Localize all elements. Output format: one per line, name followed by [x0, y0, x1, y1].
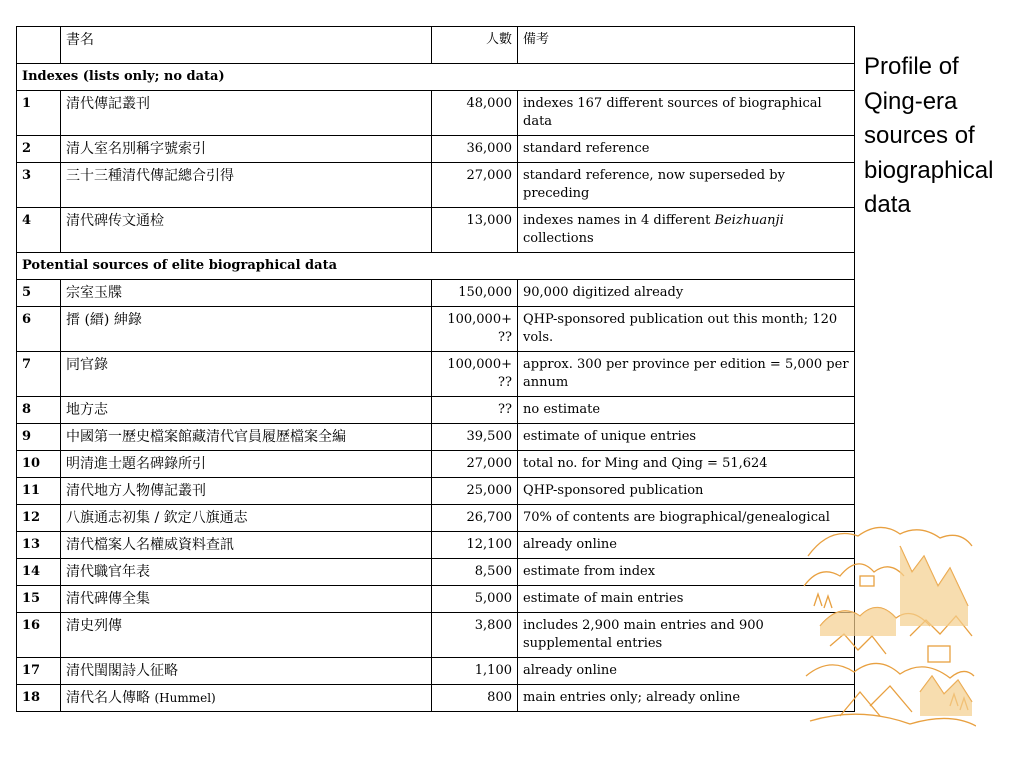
row-number: 15 [17, 586, 61, 613]
table-row [17, 658, 855, 685]
table-row [17, 478, 855, 505]
table-row [17, 352, 855, 397]
table-header-row [17, 27, 855, 64]
row-number: 12 [17, 505, 61, 532]
header-title: 書名 [61, 27, 432, 64]
row-count: 25,000 [432, 478, 518, 505]
row-title-text: 地方志 [66, 402, 108, 418]
row-title [61, 505, 432, 532]
table-row [17, 685, 855, 712]
row-count: 27,000 [432, 451, 518, 478]
row-number: 4 [17, 208, 61, 253]
row-count: 100,000+ ?? [432, 352, 518, 397]
row-count: 8,500 [432, 559, 518, 586]
row-title-text: 清代閨閣詩人征略 [66, 663, 178, 679]
table-row [17, 451, 855, 478]
row-title [61, 307, 432, 352]
row-note: approx. 300 per province per edition = 5,000 per annum [518, 352, 855, 397]
row-number: 13 [17, 532, 61, 559]
row-count: 26,700 [432, 505, 518, 532]
row-title [61, 163, 432, 208]
row-note-italic: Beizhuanji [714, 213, 784, 228]
row-title [61, 91, 432, 136]
row-count: 150,000 [432, 280, 518, 307]
section-label: Indexes (lists only; no data) [17, 64, 855, 91]
row-number: 7 [17, 352, 61, 397]
table-row [17, 280, 855, 307]
row-title [61, 532, 432, 559]
row-note-pre: indexes names in 4 different [523, 213, 715, 228]
row-title-text: 清人室名別稱字號索引 [66, 141, 206, 157]
row-note [518, 208, 855, 253]
table-row [17, 397, 855, 424]
row-number: 8 [17, 397, 61, 424]
row-note: estimate from index [518, 559, 855, 586]
row-note: QHP-sponsored publication out this month; 120 vols. [518, 307, 855, 352]
row-note: estimate of unique entries [518, 424, 855, 451]
row-number: 1 [17, 91, 61, 136]
row-title-text: 八旗通志初集 / 欽定八旗通志 [66, 510, 248, 526]
table-row [17, 208, 855, 253]
row-count: 12,100 [432, 532, 518, 559]
row-title-text: 清史列傳 [66, 618, 122, 634]
row-count: 48,000 [432, 91, 518, 136]
row-title [61, 658, 432, 685]
row-note: already online [518, 658, 855, 685]
row-title-text: 清代職官年表 [66, 564, 150, 580]
row-title-text: 清代檔案人名權威資料查訊 [66, 537, 234, 553]
row-count: 3,800 [432, 613, 518, 658]
header-count: 人數 [432, 27, 518, 64]
row-title-text: 清代地方人物傳記叢刊 [66, 483, 206, 499]
row-note: total no. for Ming and Qing = 51,624 [518, 451, 855, 478]
row-note: includes 2,900 main entries and 900 supplemental entries [518, 613, 855, 658]
row-number: 5 [17, 280, 61, 307]
row-note-post: collections [523, 231, 594, 246]
row-title-text: 同官錄 [66, 357, 108, 373]
row-title [61, 352, 432, 397]
row-note: main entries only; already online [518, 685, 855, 712]
row-count: 13,000 [432, 208, 518, 253]
landscape-illustration [800, 516, 976, 734]
row-note: no estimate [518, 397, 855, 424]
row-note: already online [518, 532, 855, 559]
row-title [61, 424, 432, 451]
table-row [17, 424, 855, 451]
header-note: 備考 [518, 27, 855, 64]
row-title-text: 清代名人傳略 [66, 690, 150, 706]
row-title [61, 136, 432, 163]
row-count: 27,000 [432, 163, 518, 208]
row-title-text: 宗室玉牒 [66, 285, 122, 301]
row-number: 11 [17, 478, 61, 505]
row-note: 70% of contents are biographical/genealogical [518, 505, 855, 532]
row-number: 14 [17, 559, 61, 586]
row-number: 18 [17, 685, 61, 712]
row-title-text: 中國第一歷史檔案館藏清代官員履歷檔案全編 [66, 429, 346, 445]
row-note: indexes 167 different sources of biographical data [518, 91, 855, 136]
row-title-text: 明清進士題名碑錄所引 [66, 456, 206, 472]
row-note: standard reference [518, 136, 855, 163]
row-note: standard reference, now superseded by preceding [518, 163, 855, 208]
table-row [17, 613, 855, 658]
row-count: ?? [432, 397, 518, 424]
row-title [61, 559, 432, 586]
slide-title: Profile of Qing-era sources of biographical data [864, 53, 994, 218]
row-title [61, 685, 432, 712]
row-title [61, 613, 432, 658]
row-note: estimate of main entries [518, 586, 855, 613]
row-number: 17 [17, 658, 61, 685]
row-count: 5,000 [432, 586, 518, 613]
row-number: 3 [17, 163, 61, 208]
row-count: 100,000+ ?? [432, 307, 518, 352]
table-row [17, 505, 855, 532]
section-row [17, 253, 855, 280]
landscape-shading [820, 546, 972, 716]
row-title [61, 280, 432, 307]
table-row [17, 163, 855, 208]
section-label: Potential sources of elite biographical data [17, 253, 855, 280]
sources-table [16, 26, 855, 712]
row-title-text: 清代碑傳全集 [66, 591, 150, 607]
row-note: QHP-sponsored publication [518, 478, 855, 505]
row-number: 9 [17, 424, 61, 451]
row-title-text: 三十三種清代傳記總合引得 [66, 168, 234, 184]
row-number: 6 [17, 307, 61, 352]
row-title [61, 451, 432, 478]
row-number: 10 [17, 451, 61, 478]
row-title [61, 208, 432, 253]
row-title-text: 清代傳記叢刊 [66, 96, 150, 112]
row-title-text: 清代碑传文通检 [66, 213, 164, 229]
row-title [61, 397, 432, 424]
row-title-text: 搢 (縉) 紳錄 [66, 312, 142, 328]
row-title-suffix: (Hummel) [154, 691, 216, 705]
row-title [61, 586, 432, 613]
row-count: 800 [432, 685, 518, 712]
table-row [17, 136, 855, 163]
table-row [17, 91, 855, 136]
row-count: 1,100 [432, 658, 518, 685]
table-row [17, 559, 855, 586]
row-count: 36,000 [432, 136, 518, 163]
header-num [17, 27, 61, 64]
section-row [17, 64, 855, 91]
row-number: 16 [17, 613, 61, 658]
row-number: 2 [17, 136, 61, 163]
row-title [61, 478, 432, 505]
table-row [17, 532, 855, 559]
row-count: 39,500 [432, 424, 518, 451]
table-row [17, 307, 855, 352]
table-row [17, 586, 855, 613]
row-note: 90,000 digitized already [518, 280, 855, 307]
